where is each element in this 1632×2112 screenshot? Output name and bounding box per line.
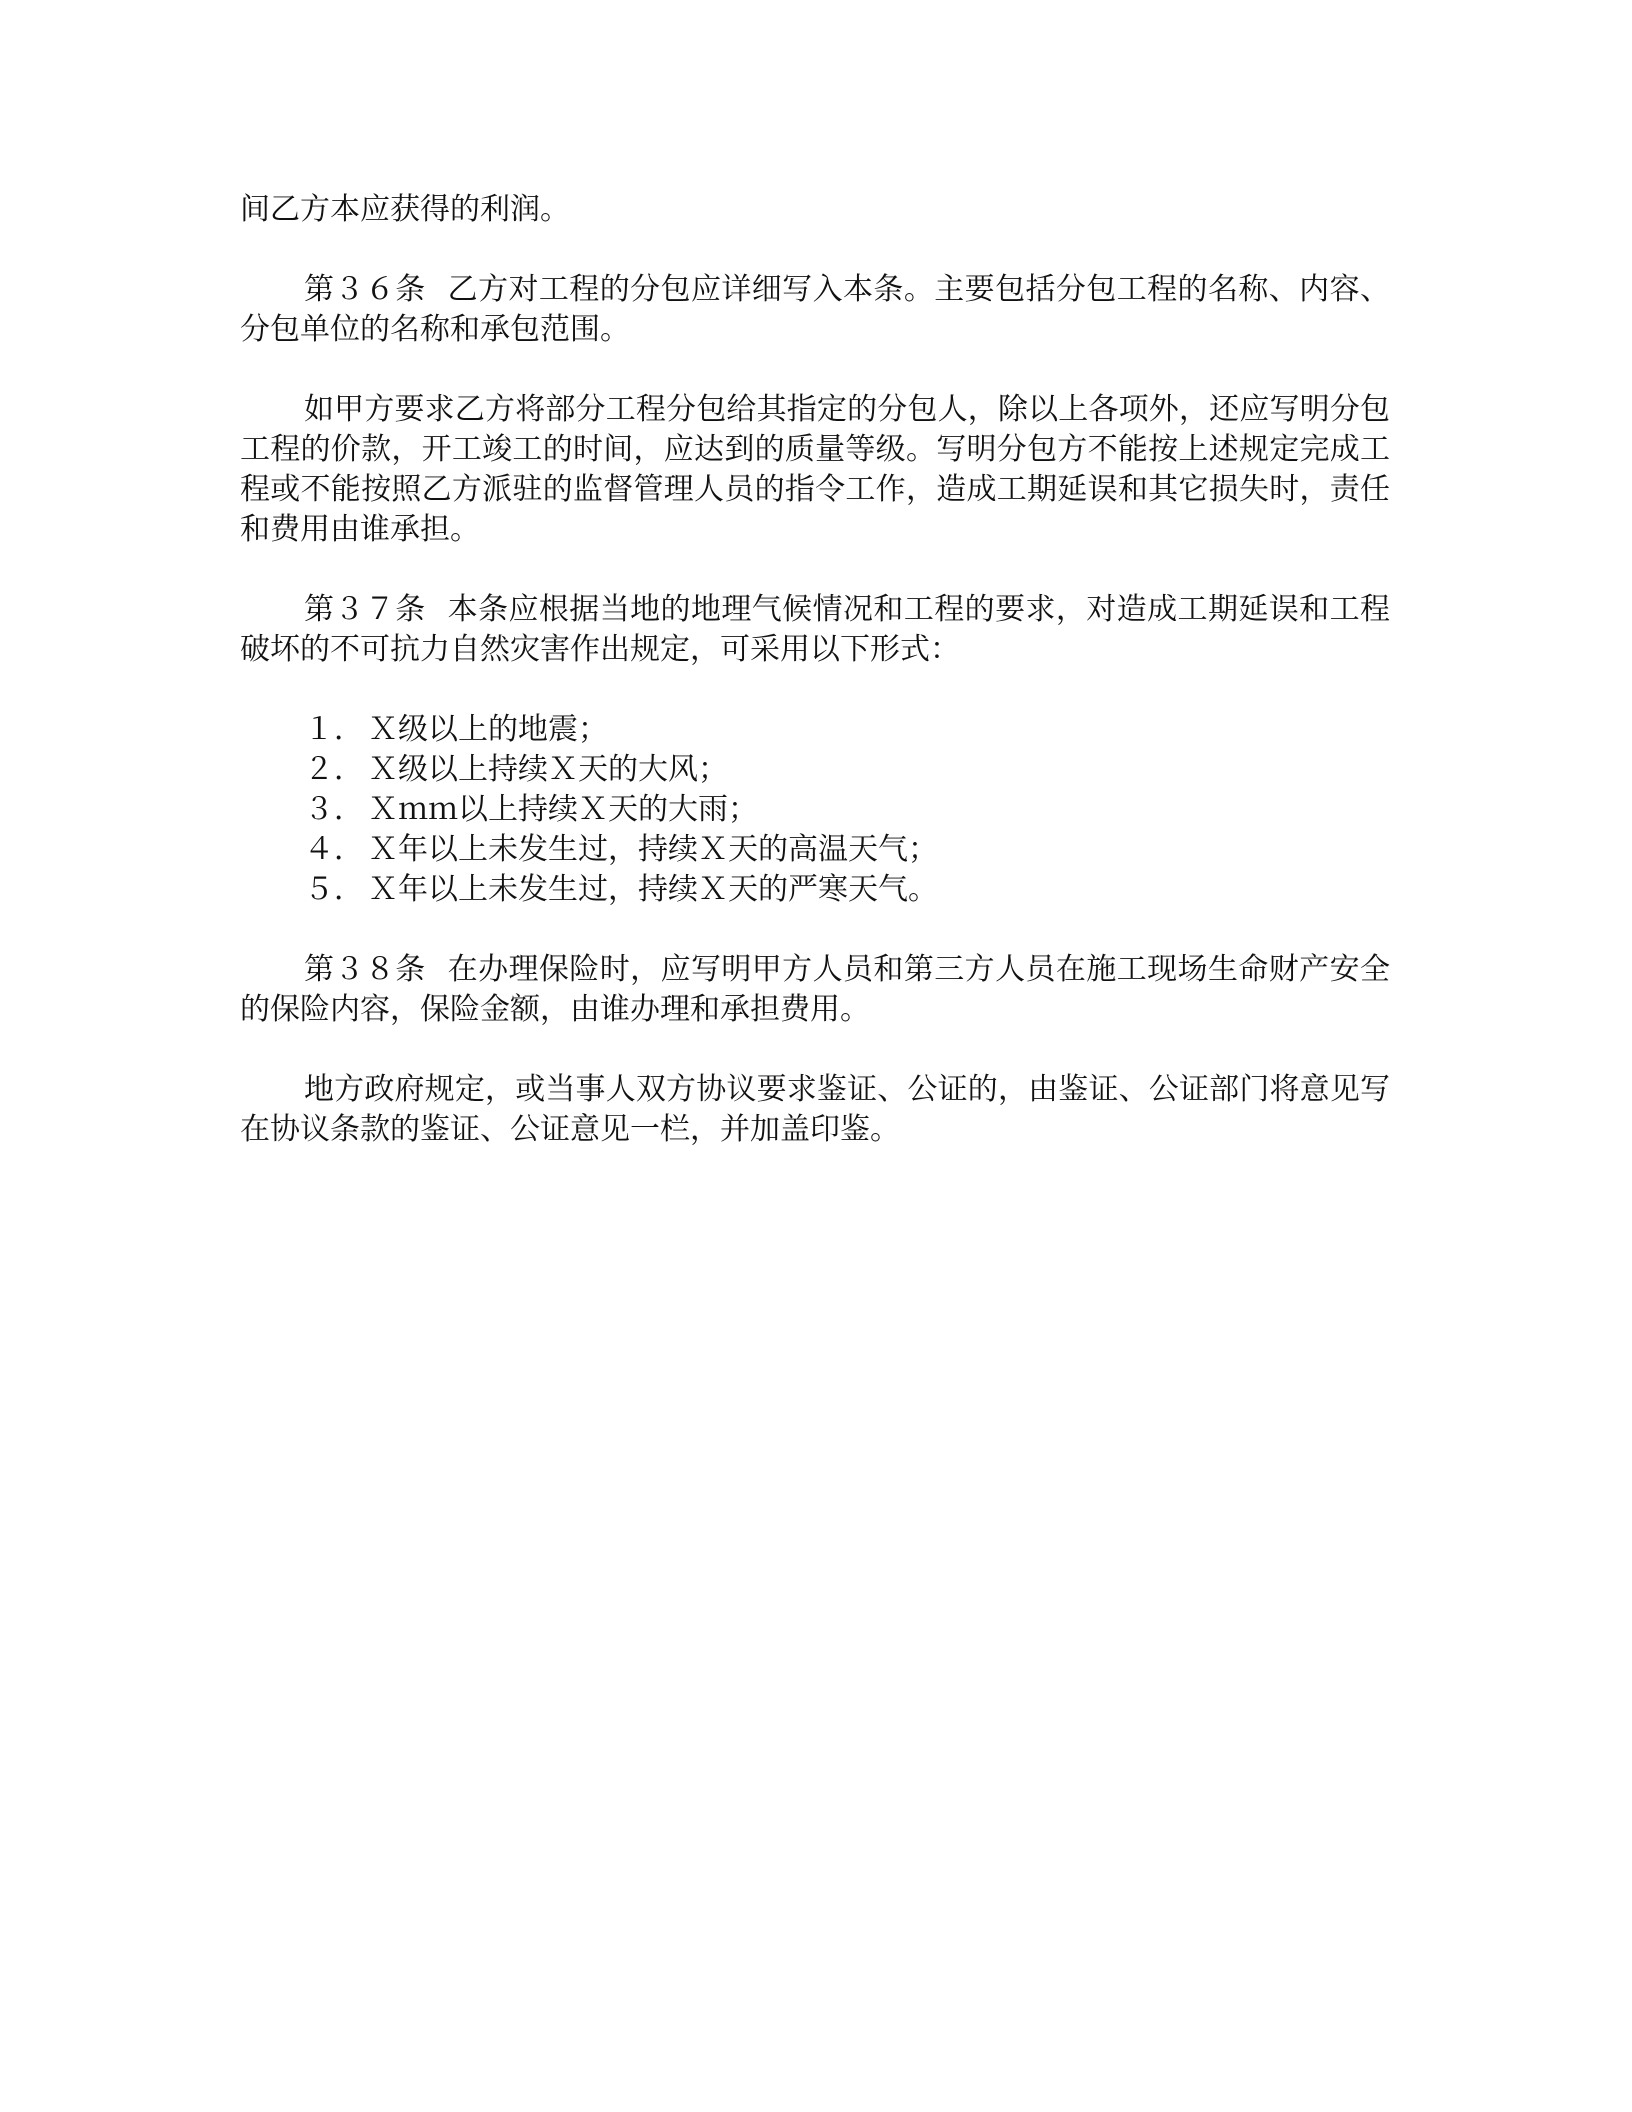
list-item-number: ３． — [304, 792, 364, 827]
list-item — [304, 830, 1390, 870]
list-item-number: ２． — [304, 752, 364, 787]
notary-paragraph: 地方政府规定，或当事人双方协议要求鉴证、公证的，由鉴证、公证部门将意见写在协议条款的鉴证、公证意见一栏，并加盖印鉴。 — [240, 1072, 1390, 1147]
clause-38-text: 在办理保险时，应写明甲方人员和第三方人员在施工现场生命财产安全的保险内容，保险金额，由谁办理和承担费用。 — [240, 952, 1391, 1027]
list-item — [304, 870, 1390, 910]
list-item-number: ５． — [304, 872, 364, 907]
clause-36-number: 第３６条 — [304, 272, 426, 307]
clause-37-text: 本条应根据当地的地理气候情况和工程的要求，对造成工期延误和工程破坏的不可抗力自然灾害作出规定，可采用以下形式： — [240, 592, 1391, 667]
list-item-text: Ｘ年以上未发生过，持续Ｘ天的严寒天气。 — [368, 872, 938, 907]
list-item-text: Ｘ级以上的地震； — [368, 712, 608, 747]
clause-38-number: 第３８条 — [304, 952, 426, 987]
list-item-text: Ｘ级以上持续Ｘ天的大风； — [368, 752, 728, 787]
force-majeure-list — [240, 710, 1390, 910]
subcontract-paragraph: 如甲方要求乙方将部分工程分包给其指定的分包人，除以上各项外，还应写明分包工程的价款，开工竣工的时间，应达到的质量等级。写明分包方不能按上述规定完成工程或不能按照乙方派驻的监督管理人员的指令工作，造成工期延误和其它损失时，责任和费用由谁承担。 — [240, 392, 1390, 547]
clause-37-paragraph — [240, 590, 1390, 670]
list-item-number: ４． — [304, 832, 364, 867]
list-item-text: Ｘｍｍ以上持续Ｘ天的大雨； — [368, 792, 758, 827]
clause-36-paragraph — [240, 270, 1390, 350]
clause-38-paragraph — [240, 950, 1390, 1030]
list-item-text: Ｘ年以上未发生过，持续Ｘ天的高温天气； — [368, 832, 938, 867]
continued-text: 间乙方本应获得的利润。 — [240, 192, 570, 227]
document-page — [240, 190, 1390, 1190]
list-item — [304, 790, 1390, 830]
clause-37-number: 第３７条 — [304, 592, 426, 627]
clause-36-text: 乙方对工程的分包应详细写入本条。主要包括分包工程的名称、内容、分包单位的名称和承包范围。 — [240, 272, 1391, 347]
list-item-number: １． — [304, 712, 364, 747]
list-item — [304, 710, 1390, 750]
list-item — [304, 750, 1390, 790]
